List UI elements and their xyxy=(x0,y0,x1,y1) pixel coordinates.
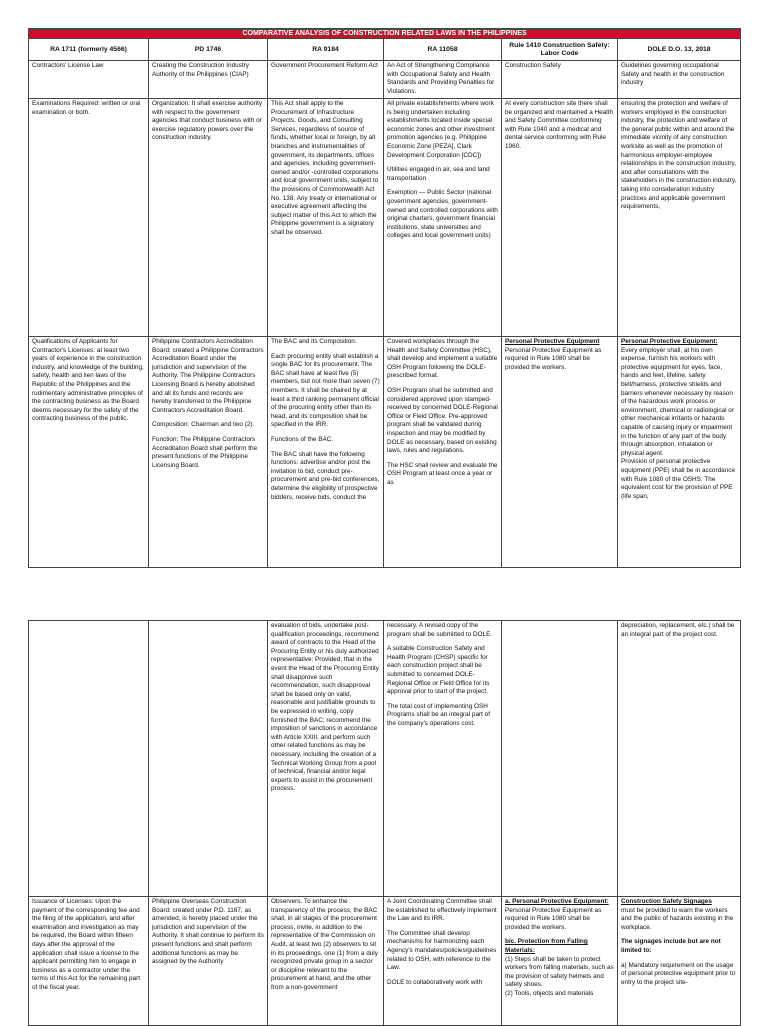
cell: Government Procurement Reform Act xyxy=(268,61,384,99)
cell-text: Personal Protective Equipment as required in Rule 1080 shall be provided the workers. xyxy=(505,906,602,931)
cell-text: Utilities engaged in air, sea and land transportation xyxy=(387,166,490,182)
cell-text: All private establishments where work is being undertaken including establishments located inside special economic zones and other investment promotion agencies (e.g. Philippine Economic Zone [PEZA], Clark Development Corporation [CDC]) xyxy=(387,100,495,159)
cell-text: Composition: Chairman and two (2). xyxy=(152,421,255,429)
cell-text: necessary. A revised copy of the program shall be submitted to DOLE. xyxy=(387,622,493,638)
cell xyxy=(29,621,149,897)
cell: An Act of Strengthening Compliance with Occupational Safety and Health Standards and Providing Penalties for Violations. xyxy=(384,61,502,99)
cell-heading: Personal Protective Equipment: xyxy=(621,338,718,345)
table-title: COMPARATIVE ANALYSIS OF CONSTRUCTION RELATED LAWS IN THE PHILIPPINES xyxy=(29,29,741,39)
cell-text: A Joint Coordinating Committee shall be established to effectively implement the Law and its IRR. xyxy=(387,898,497,923)
cell-heading: b/c. Protection from Falling Materials: xyxy=(505,938,588,954)
col-header-dole-do13: DOLE D.O. 13, 2018 xyxy=(618,39,741,61)
col-header-rule1410: Rule 1410 Construction Safety: Labor Code xyxy=(502,39,618,61)
table-row xyxy=(29,897,741,1026)
cell-text: Philippine Contractors Accreditation Board: created a Philippine Contractors Accreditation Board under the jurisdiction and supervision of the Authority. The Philippine Contractors Licensing Board is hereby abolished and all its funds and records are hereby transferred to the Philippine Contractors Accreditation Board. xyxy=(152,338,264,414)
table-row xyxy=(29,337,741,568)
cell-text: Covered workplaces through the Health and Safety Committee (HSC), shall develop and implement a suitable OSH Program following the DOLE-prescribed format. xyxy=(387,338,498,380)
cell-text: OSH Program shall be submitted and considered approved upon stamped-received by concerned DOLE-Regional Office or Field Office. Pre-approved program shall be validated during inspection and may be modified by DOLE as necessary, based on existing laws, rules and regulations. xyxy=(387,386,498,455)
cell: Creating the Construction Industry Authority of the Philippines (CIAP) xyxy=(149,61,268,99)
cell xyxy=(502,897,618,1026)
table-row xyxy=(29,61,741,99)
cell-text: Each procuring entity shall establish a single BAC for its procurement. The BAC shall have at least five (5) members, but not more than seven (7) members. It shall be chaired by at least a third ranking permanent official of the procuring entity other than its head, and its composition shall be specified in the IRR. xyxy=(271,352,380,429)
cell xyxy=(618,897,741,1026)
cell-text: The BAC shall have the following functions: advertise and/or post the invitation to bid, conduct pre-procurement and pre-bid conferences, determine the eligibility of prospective bidders, receive bids, conduct the xyxy=(271,450,380,501)
cell: Contractors' License Law xyxy=(29,61,149,99)
cell: Construction Safety xyxy=(502,61,618,99)
cell-text: The signages include but are not limited to: xyxy=(621,938,721,954)
col-header-ra1711: RA 1711 (formerly 4566) xyxy=(29,39,149,61)
cell-text: A suitable Construction Safety and Health Program (CHSP) specific for each construction project shall be submitted to concerned DOLE-Regional Office or Field Office for its approval prior to start of the project. xyxy=(387,645,490,696)
col-header-ra9184: RA 9184 xyxy=(268,39,384,61)
col-header-pd1746: PD 1746 xyxy=(149,39,268,61)
cell-text: Issuance of Licenses: Upon the payment of the corresponding fee and the filing of the application, and after examination and investigation as may be required, the Board within fifteen days after the approval of the application shall issue a license to the applicant permitting him to engage in business as a contractor under the terms of this Act for the remaining part of the fiscal year. xyxy=(32,898,140,991)
cell-text: DOLE to collaboratively work with xyxy=(387,978,483,986)
cell xyxy=(149,621,268,897)
cell xyxy=(618,337,741,568)
cell-text: The total cost of implementing OSH Programs shall be an integral part of the company's operations cost. xyxy=(387,702,491,727)
cell: Qualifications of Applicants for Contractor's Licenses: at least two years of experience in the construction industry, and knowledge of the building, safety, health and lien laws of the Republic of the Philippines and the rudimentary administrative principles of the contracting business as the Board deems necessary for the safety of the contracting business of the public. xyxy=(29,337,149,568)
cell-text: Provision of personal protective equipment (PPE) shall be in accordance with Rule 1080 of the OSHS. The equivalent cost for the provision of PPE (life span, xyxy=(621,458,736,500)
cell xyxy=(384,99,502,337)
cell: Examinations Required: written or oral examination or both. xyxy=(29,99,149,337)
cell: Organization: It shall exercise authority with respect to the government agencies that conduct business with or exercise regulatory powers over the construction industry. xyxy=(149,99,268,337)
cell xyxy=(384,337,502,568)
cell xyxy=(502,621,618,897)
cell-text: The HSC shall review and evaluate the OSH Program at least once a year or as xyxy=(387,461,498,486)
cell-text: must be provided to warn the workers and the public of hazards existing in the workplace. xyxy=(621,906,734,931)
cell: ensuring the protection and welfare of workers employed in the construction industry, the protection and welfare of the general public within and around the immediate vicinity of any construction worksite as well as the promotion of harmonious employer-employee relationships in the construction industry, and after consultations with the stakeholders in the construction industry, taking into consideration industry practices and applicable government requirements, xyxy=(618,99,741,337)
cell-text: (1) Steps shall be taken to protect workers from falling materials, such as the provision of safety helmets and safety shoes. xyxy=(505,955,614,989)
cell xyxy=(268,337,384,568)
table-row xyxy=(29,621,741,897)
cell xyxy=(384,897,502,1026)
cell xyxy=(29,897,149,1026)
cell-text: (2) Tools, objects and materials xyxy=(505,989,594,997)
page-2 xyxy=(28,620,740,1026)
cell: Philippine Overseas Construction Board: created under P.D. 1167, as amended, is hereby placed under the jurisdiction and supervision of the Authority. It shall continue to perform its present functions and shall perform additional functions as may be assigned by the Authority xyxy=(149,897,268,1026)
comparison-table-continued xyxy=(28,620,741,1026)
col-header-ra11058: RA 11058 xyxy=(384,39,502,61)
cell-text: Functions of the BAC. xyxy=(271,435,334,443)
comparison-table xyxy=(28,28,741,568)
cell xyxy=(149,337,268,568)
cell-heading: Construction Safety Signages xyxy=(621,898,712,905)
cell-text: Observers. To enhance the transparency of the process, the BAC shall, in all stages of the procurement process, invite, in addition to the representative of the Commission on Audit, at least two (2) observers to sit in its proceedings, one (1) from a duly recognized private group in a sector or discipline relevant to the procurement at hand, and the other from a non-government xyxy=(271,898,378,991)
cell-text: Every employer shall, at his own expense, furnish his workers with protective equipment for eyes, face, hands and feet, lifeline, safety belt/harness, protective shields and barriers whenever necessary by reason of the hazardous work process or environment, chemical or radiological or other mechanical irritants or hazards capable of causing injury or impairment in the function of any part of the body through absorption, inhalation or physical agent. xyxy=(621,346,734,457)
cell-text: The Committee shall develop mechanisms for harmonizing each Agency's mandates/policies/guidelines related to OSH, with reference to the Law. xyxy=(387,929,497,972)
cell xyxy=(502,337,618,568)
cell: evaluation of bids, undertake post-qualification proceedings, recommend award of contracts to the Head of the Procuring Entity or his duly authorized representative: Provided, that in the event the Head of the Procuring Entity shall disapprove such recommendation, such disapproval shall be based only on valid, reasonable and justifiable grounds to be expressed in writing, copy furnished the BAC; recommend the imposition of sanctions in accordance with Article XXIII, and perform such other related functions as may be necessary, including the creation of a Technical Working Group from a pool of technical, financial and/or legal experts to assist in the procurement process. xyxy=(268,621,384,897)
page-1 xyxy=(28,28,740,568)
cell: Guidelines governing occupational Safety and health in the construction industry xyxy=(618,61,741,99)
cell: At every construction site there shall be organized and maintained a Health and Safety Committee conforming with Rule 1040 and a medical and dental service conforming with Rule 1960. xyxy=(502,99,618,337)
cell-text: Personal Protective Equipment as required in Rule 1080 shall be provided the workers. xyxy=(505,346,602,371)
cell: This Act shall apply to the Procurement of Infrastructure Projects, Goods, and Consulting Services, regardless of source of funds, whether local or foreign, by all branches and instrumentalities of government, its departments, offices and agencies, including government-owned and/or -controlled corporations and local government units, subject to the provisions of Commonwealth Act No. 138. Any treaty or international or executive agreement affecting the subject matter of this Act to which the Philippine government is a signatory shall be observed. xyxy=(268,99,384,337)
cell-text: a) Mandatory requirement on the usage of personal protective equipment prior to entry to the project site- xyxy=(621,961,736,986)
table-row xyxy=(29,99,741,337)
cell-text: Exemption — Public Sector (national government agencies, government-owned and controlled corporations with original charters, government financial institutions, state universities and colleges and local government units) xyxy=(387,189,498,240)
cell-heading: a. Personal Protective Equipment: xyxy=(505,898,609,905)
cell xyxy=(268,897,384,1026)
cell: depreciation, replacement, etc.) shall be an integral part of the project cost. xyxy=(618,621,741,897)
cell-heading: Personal Protective Equipment xyxy=(505,338,600,345)
cell-text: Function: The Philippine Contractors Accreditation Board shall perform the present functions of the Philippine Licensing Board. xyxy=(152,435,258,469)
cell xyxy=(384,621,502,897)
cell-text: The BAC and its Composition. xyxy=(271,338,357,345)
